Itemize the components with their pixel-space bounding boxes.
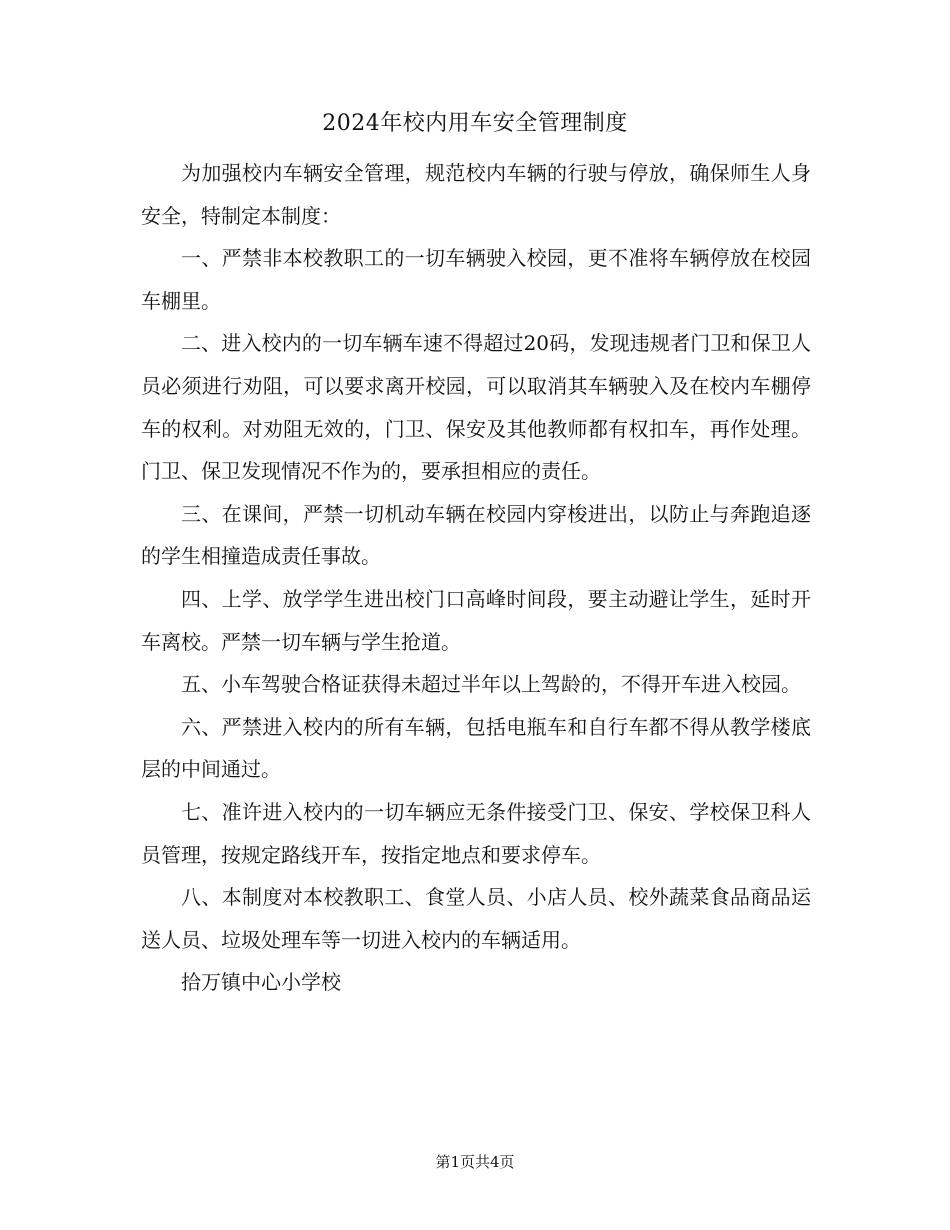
rule-paragraph-1: 一、严禁非本校教职工的一切车辆驶入校园，更不准将车辆停放在校园车棚里。 <box>141 246 811 313</box>
page-number: 第1页共4页 <box>435 1153 515 1171</box>
rule-paragraph-7: 七、准许进入校内的一切车辆应无条件接受门卫、保安、学校保卫科人员管理，按规定路线开车，按指定地点和要求停车。 <box>141 799 811 867</box>
rule-paragraph-3: 三、在课间，严禁一切机动车辆在校园内穿梭进出，以防止与奔跑追逐的学生相撞造成责任事故。 <box>141 501 811 569</box>
rule-paragraph-2: 二、进入校内的一切车辆车速不得超过20码，发现违规者门卫和保卫人员必须进行劝阻，可以要求离开校园，可以取消其车辆驶入及在校内车棚停车的权利。对劝阻无效的，门卫、保安及其他教师都有权扣车，再作处理。门卫、保卫发现情况不作为的，要承担相应的责任。 <box>141 331 811 484</box>
intro-paragraph: 为加强校内车辆安全管理，规范校内车辆的行驶与停放，确保师生人身安全，特制定本制度： <box>141 161 811 228</box>
document-title: 2024年校内用车安全管理制度 <box>322 111 628 136</box>
rule-paragraph-6: 六、严禁进入校内的所有车辆，包括电瓶车和自行车都不得从教学楼底层的中间通过。 <box>141 714 811 782</box>
rule-paragraph-4: 四、上学、放学学生进出校门口高峰时间段，要主动避让学生，延时开车离校。严禁一切车辆与学生抢道。 <box>141 586 811 654</box>
issuer-signature: 拾万镇中心小学校 <box>181 970 341 995</box>
rule-paragraph-8: 八、本制度对本校教职工、食堂人员、小店人员、校外蔬菜食品商品运送人员、垃圾处理车等一切进入校内的车辆适用。 <box>141 885 811 952</box>
document-body <box>141 152 811 1004</box>
rule-paragraph-5: 五、小车驾驶合格证获得未超过半年以上驾龄的，不得开车进入校园。 <box>181 672 801 697</box>
